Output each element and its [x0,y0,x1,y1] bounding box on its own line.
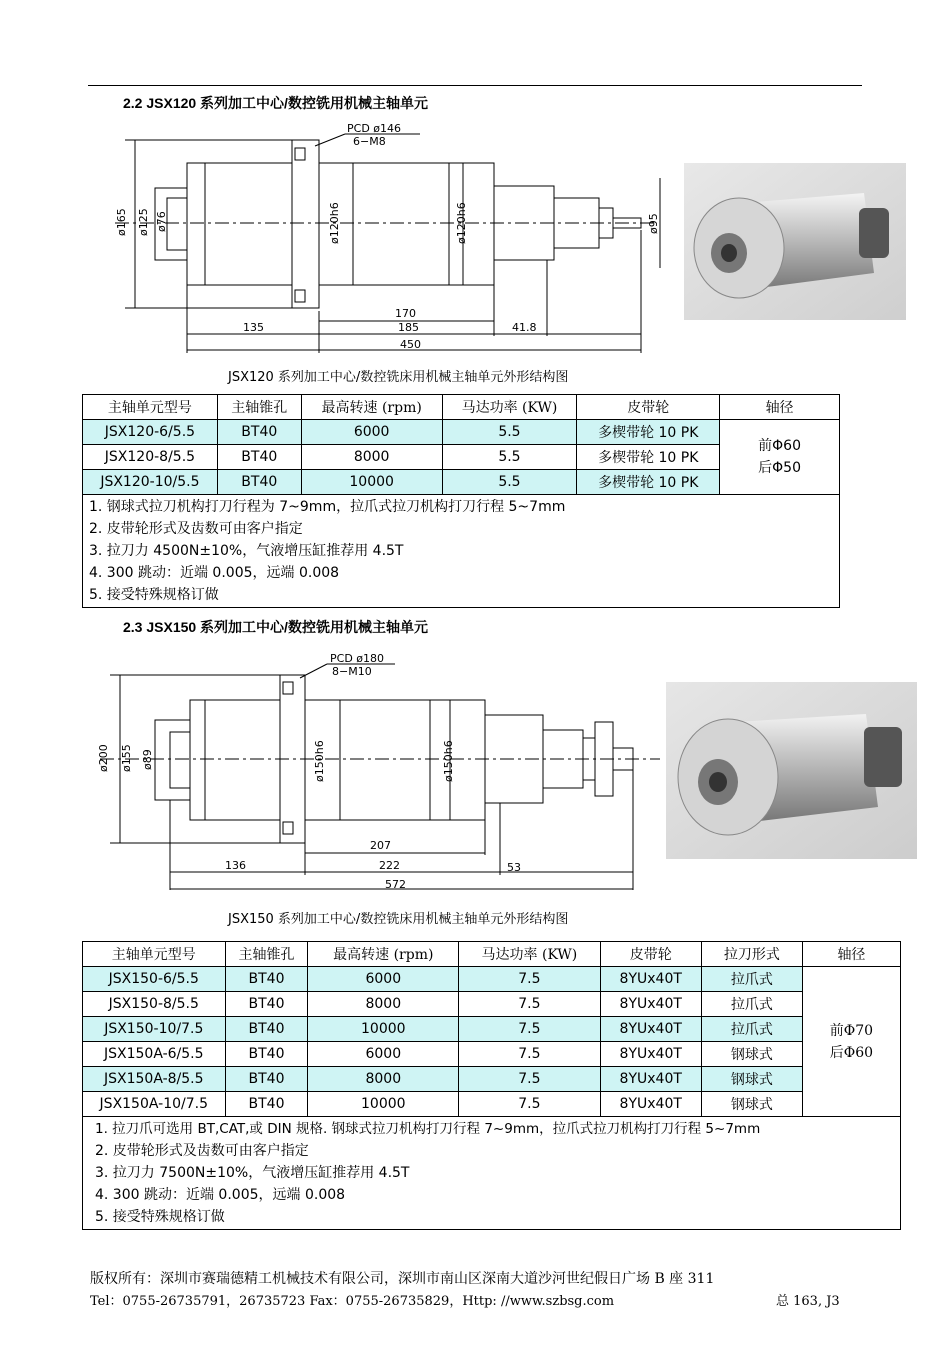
bolt-label: 6−M8 [353,135,386,148]
footer-page-number: 总 163, J3 [776,1294,840,1309]
col-header-power: 马达功率 (KW) [442,395,577,420]
jsx150-drawing-caption: JSX150 系列加工中心/数控铣床用机械主轴单元外形结构图 [228,912,569,927]
note-item: 1. 钢球式拉刀机构打刀行程为 7~9mm，拉爪式拉刀机构打刀行程 5~7mm [89,499,566,515]
jsx120-product-photo [684,163,906,320]
table-row [83,1017,901,1042]
shaft-rear: 后Φ50 [758,460,801,476]
dim-d120h6-a: ø120h6 [328,202,341,244]
dim-d89: ø89 [141,749,154,770]
cell-speed: 8000 [301,445,442,470]
cell-pulley: 多楔带轮 10 PK [577,470,720,495]
note-item: 1. 拉刀爪可选用 BT,CAT,或 DIN 规格. 钢球式拉刀机构打刀行程 7~9mm，拉爪式拉刀机构打刀行程 5~7mm [95,1121,761,1137]
cell-speed: 10000 [308,1017,459,1042]
dim-222: 222 [379,859,400,872]
cell-taper: BT40 [225,1092,308,1117]
jsx120-drawing [95,118,670,358]
col-header-model: 主轴单元型号 [83,942,226,967]
cell-model: JSX150-10/7.5 [83,1017,226,1042]
cell-model: JSX150A-6/5.5 [83,1042,226,1067]
cell-drawbar: 拉爪式 [701,967,802,992]
jsx120-spec-table [82,394,840,608]
col-header-drawbar: 拉刀形式 [701,942,802,967]
col-header-speed: 最高转速 (rpm) [308,942,459,967]
dim-41-8: 41.8 [512,321,537,334]
dim-d95: ø95 [647,213,660,234]
dim-135: 135 [243,321,264,334]
cell-pulley: 8YUx40T [600,967,701,992]
cell-model: JSX150A-8/5.5 [83,1067,226,1092]
cell-pulley: 多楔带轮 10 PK [577,420,720,445]
section-heading-jsx120: 2.2 JSX120 系列加工中心/数控铣用机械主轴单元 [123,95,428,111]
note-item: 2. 皮带轮形式及齿数可由客户指定 [89,521,303,537]
jsx150-drawing [95,650,665,895]
cell-power: 7.5 [459,1017,601,1042]
dim-d165: ø165 [115,208,128,236]
col-header-taper: 主轴锥孔 [225,942,308,967]
note-item: 5. 接受特殊规格订做 [95,1209,225,1225]
footer-contact: Tel：0755-26735791，26735723 Fax：0755-26735829，Http: //www.szbsg.com [90,1294,615,1309]
dim-d155: ø155 [120,744,133,772]
note-item: 3. 拉刀力 4500N±10%，气液增压缸推荐用 4.5T [89,543,404,559]
dim-d200: ø200 [97,744,110,772]
cell-power: 7.5 [459,992,601,1017]
cell-taper: BT40 [225,992,308,1017]
col-header-speed: 最高转速 (rpm) [301,395,442,420]
cell-speed: 6000 [308,967,459,992]
cell-pulley: 8YUx40T [600,1092,701,1117]
cell-taper: BT40 [225,1042,308,1067]
cell-pulley: 8YUx40T [600,1017,701,1042]
cell-speed: 8000 [308,992,459,1017]
cell-drawbar: 钢球式 [701,1067,802,1092]
table-row [83,1042,901,1067]
col-header-model: 主轴单元型号 [83,395,218,420]
cell-taper: BT40 [225,967,308,992]
table-header-row [83,395,840,420]
cell-model: JSX120-8/5.5 [83,445,218,470]
notes-row [83,1117,901,1230]
pcd-label: PCD ø146 [347,122,402,135]
cell-pulley: 多楔带轮 10 PK [577,445,720,470]
note-item: 2. 皮带轮形式及齿数可由客户指定 [95,1143,309,1159]
note-item: 5. 接受特殊规格订做 [89,587,219,603]
note-item: 4. 300 跳动：近端 0.005，远端 0.008 [89,565,340,581]
cell-power: 7.5 [459,1092,601,1117]
cell-speed: 10000 [308,1092,459,1117]
dim-572: 572 [385,878,406,891]
cell-taper: BT40 [217,445,301,470]
cell-taper: BT40 [225,1017,308,1042]
table-row [83,967,901,992]
dim-d120h6-b: ø120h6 [455,202,468,244]
cell-power: 5.5 [442,445,577,470]
cell-taper: BT40 [217,470,301,495]
dim-53: 53 [507,861,521,874]
notes-row [83,495,840,608]
note-item: 3. 拉刀力 7500N±10%，气液增压缸推荐用 4.5T [95,1165,410,1181]
shaft-rear: 后Φ60 [829,1044,874,1061]
cell-power: 7.5 [459,1067,601,1092]
jsx150-product-photo [666,682,917,859]
cell-power: 7.5 [459,1042,601,1067]
cell-speed: 6000 [308,1042,459,1067]
dim-450: 450 [400,338,421,351]
notes-cell [83,1117,901,1230]
dim-d125: ø125 [137,208,150,236]
dim-136: 136 [225,859,246,872]
dim-d150h6-a: ø150h6 [313,740,326,782]
pcd-label: PCD ø180 [330,652,385,665]
cell-pulley: 8YUx40T [600,992,701,1017]
cell-power: 5.5 [442,470,577,495]
cell-model: JSX120-10/5.5 [83,470,218,495]
table-row [83,992,901,1017]
col-header-shaft: 轴径 [802,942,900,967]
cell-drawbar: 拉爪式 [701,992,802,1017]
table-header-row [83,942,901,967]
table-row [83,420,840,445]
cell-model: JSX150-6/5.5 [83,967,226,992]
table-row [83,1067,901,1092]
cell-pulley: 8YUx40T [600,1067,701,1092]
section-heading-jsx150: 2.3 JSX150 系列加工中心/数控铣用机械主轴单元 [123,619,428,635]
cell-drawbar: 钢球式 [701,1042,802,1067]
cell-speed: 10000 [301,470,442,495]
col-header-pulley: 皮带轮 [600,942,701,967]
col-header-shaft: 轴径 [720,395,840,420]
table-row [83,1092,901,1117]
footer-copyright: 版权所有：深圳市赛瑞德精工机械技术有限公司，深圳市南山区深南大道沙河世纪假日广场 B 座 311 [90,1271,715,1287]
jsx150-spec-table [82,941,901,1230]
cell-speed: 6000 [301,420,442,445]
header-rule [88,85,862,86]
cell-drawbar: 钢球式 [701,1092,802,1117]
cell-drawbar: 拉爪式 [701,1017,802,1042]
cell-model: JSX150A-10/7.5 [83,1092,226,1117]
note-item: 4. 300 跳动：近端 0.005，远端 0.008 [95,1187,346,1203]
shaft-front: 前Φ60 [758,438,801,454]
dim-d76: ø76 [155,211,168,232]
dim-170: 170 [395,307,416,320]
cell-speed: 8000 [308,1067,459,1092]
notes-cell [83,495,840,608]
cell-model: JSX150-8/5.5 [83,992,226,1017]
bolt-label: 8−M10 [332,665,372,678]
cell-pulley: 8YUx40T [600,1042,701,1067]
cell-power: 5.5 [442,420,577,445]
dim-d150h6-b: ø150h6 [442,740,455,782]
cell-taper: BT40 [225,1067,308,1092]
cell-shaft [802,967,900,1117]
col-header-power: 马达功率 (KW) [459,942,601,967]
jsx120-drawing-caption: JSX120 系列加工中心/数控铣床用机械主轴单元外形结构图 [228,370,569,385]
shaft-front: 前Φ70 [829,1022,874,1039]
cell-shaft [720,420,840,495]
col-header-taper: 主轴锥孔 [217,395,301,420]
dim-185: 185 [398,321,419,334]
col-header-pulley: 皮带轮 [577,395,720,420]
cell-model: JSX120-6/5.5 [83,420,218,445]
cell-power: 7.5 [459,967,601,992]
cell-taper: BT40 [217,420,301,445]
dim-207: 207 [370,839,391,852]
